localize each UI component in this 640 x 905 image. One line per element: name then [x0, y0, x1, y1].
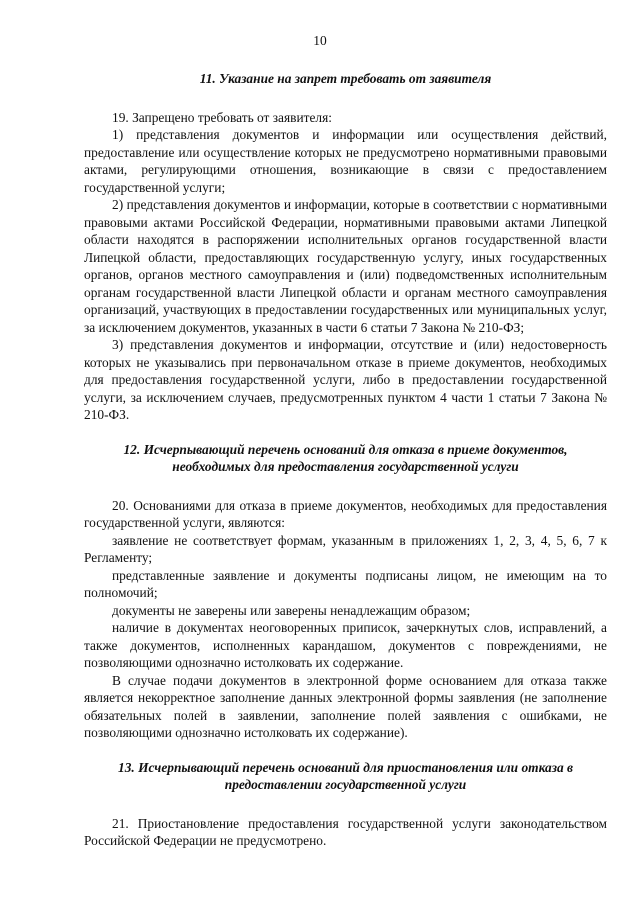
paragraph: 20. Основаниями для отказа в приеме документов, необходимых для предоставления государственной услуги, являются: [84, 497, 607, 530]
paragraph: заявление не соответствует формам, указанным в приложениях 1, 2, 3, 4, 5, 6, 7 к Регламенту; [84, 532, 607, 565]
paragraph: документы не заверены или заверены ненадлежащим образом; [112, 602, 471, 618]
page-number: 10 [313, 33, 327, 48]
paragraph: 2) представления документов и информации, которые в соответствии с нормативными правовыми актами Российской Федерации, нормативными правовыми актами Липецкой области находятся в распоряжении исполнительных органов государственной власти Липецкой области, предоставляющих государственную услугу, иных государственных органов, органов местного самоуправления и (или) подведомственных исполнительным органам государственной власти Липецкой области и органам местного самоуправления организаций, участвующих в предоставлении государственных или муниципальных услуг, за исключением документов, указанных в части 6 статьи 7 Закона № 210-ФЗ; [84, 197, 607, 335]
paragraph: представленные заявление и документы подписаны лицом, не имеющим на то полномочий; [84, 567, 607, 600]
paragraph: наличие в документах неоговоренных приписок, зачеркнутых слов, исправлений, а также документов, исполненных карандашом, документов с повреждениями, не позволяющими однозначно истолковать их содержание. [84, 620, 607, 670]
paragraph: 1) представления документов и информации или осуществления действий, предоставление или осуществление которых не предусмотрено нормативными правовыми актами, регулирующими отношения, возникающие в связи с предоставлением государственной услуги; [84, 127, 607, 195]
section-heading-12: 12. Исчерпывающий перечень оснований для отказа в приеме документов, необходимых для предоставления государственной услуги [123, 441, 568, 474]
paragraph: 3) представления документов и информации, отсутствие и (или) недостоверность которых не указывались при первоначальном отказе в приеме документов, необходимых для предоставления государственной услуги, либо в предоставлении государственной услуги, за исключением случаев, предусмотренных пунктом 4 части 1 статьи 7 Закона № 210-ФЗ. [84, 337, 607, 422]
page-content [84, 58, 607, 850]
paragraph: 19. Запрещено требовать от заявителя: [112, 109, 332, 125]
section-heading-11: 11. Указание на запрет требовать от заявителя [199, 71, 492, 86]
paragraph: 21. Приостановление предоставления государственной услуги законодательством Российской Федерации не предусмотрено. [84, 815, 607, 848]
section-heading-13: 13. Исчерпывающий перечень оснований для приостановления или отказа в предоставлении государственной услуги [118, 759, 573, 792]
paragraph: В случае подачи документов в электронной форме основанием для отказа также является некорректное заполнение данных электронной формы заявления (не заполнение обязательных полей в заявлении, заполнение полей заявления с ошибками, не позволяющими однозначно истолковать их содержание). [84, 672, 607, 740]
